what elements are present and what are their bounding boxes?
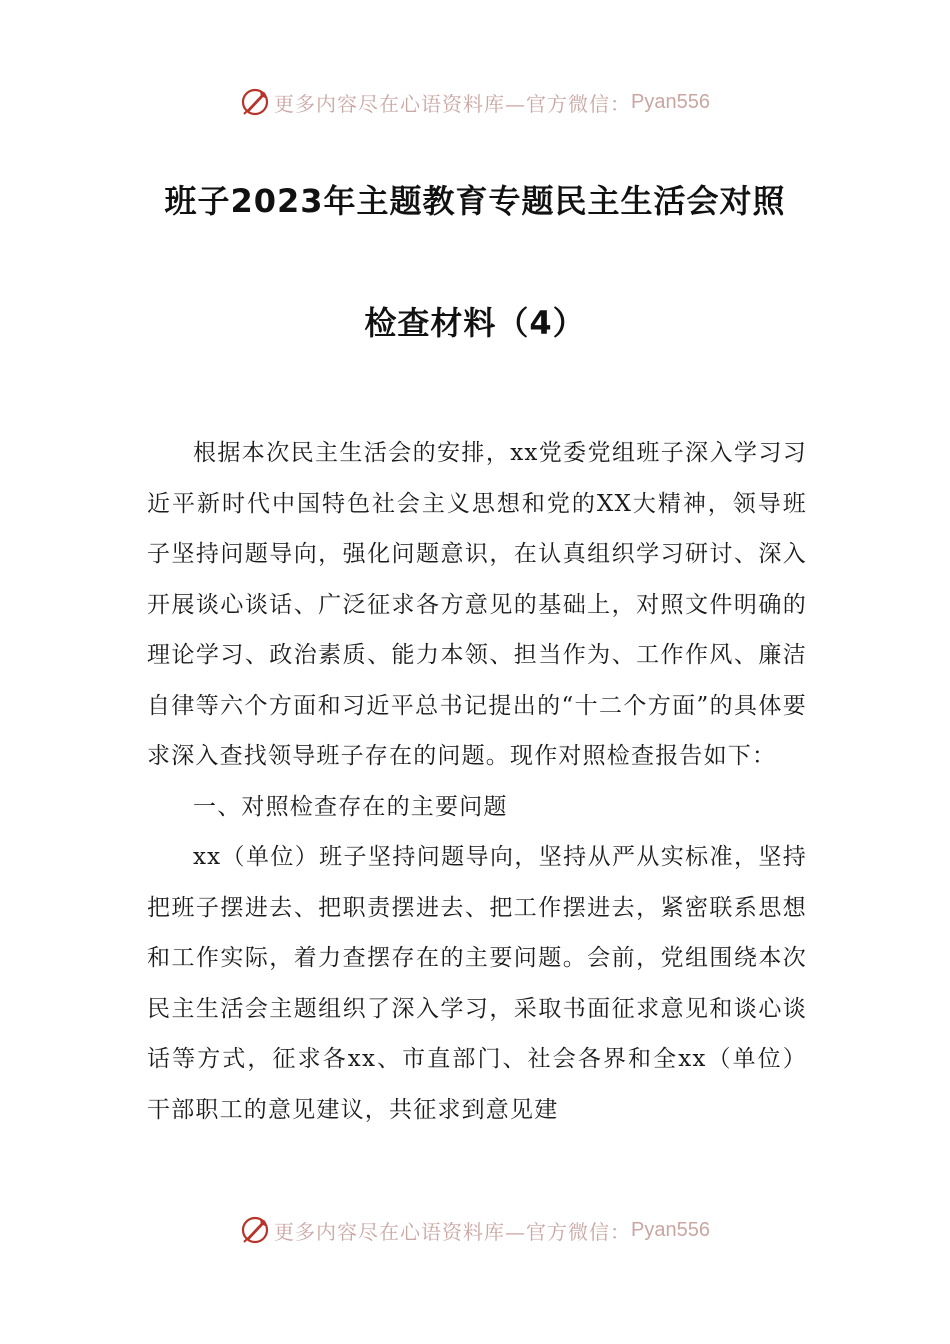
- document-title-line-1: 班子2023年主题教育专题民主生活会对照: [164, 182, 786, 220]
- watermark-text: 更多内容尽在心语资料库—官方微信：: [274, 91, 632, 116]
- document-title-line-2: 检查材料（4）: [364, 304, 586, 342]
- watermark-handle: Pyan556: [631, 90, 710, 113]
- body-paragraph-2: xx（单位）班子坚持问题导向，坚持从严从实标准，坚持把班子摆进去、把职责摆进去、把工作摆进去，紧密联系思想和工作实际，着力查摆存在的主要问题。会前，党组围绕本次民主生活会主题组织了深入学习，采取书面征求意见和谈心谈话等方式，征求各xx、市直部门、社会各界和全xx（单位）干部职工的意见建议，共征求到意见建: [147, 844, 807, 1123]
- document-body: [147, 428, 807, 1135]
- quill-pen-circle-icon: [240, 1215, 270, 1245]
- watermark-handle: Pyan556: [631, 1218, 710, 1241]
- body-paragraph-intro: 根据本次民主生活会的安排，xx党委党组班子深入学习习近平新时代中国特色社会主义思想和党的XX大精神，领导班子坚持问题导向，强化问题意识，在认真组织学习研讨、深入开展谈心谈话、广泛征求各方意见的基础上，对照文件明确的理论学习、政治素质、能力本领、担当作为、工作作风、廉洁自律等六个方面和习近平总书记提出的“十二个方面”的具体要求深入查找领导班子存在的问题。现作对照检查报告如下：: [147, 440, 807, 769]
- watermark-text: 更多内容尽在心语资料库—官方微信：: [274, 1219, 632, 1244]
- section-heading-1: 一、对照检查存在的主要问题: [193, 793, 508, 820]
- quill-pen-circle-icon: [240, 87, 270, 117]
- watermark-banner-top: [0, 80, 950, 124]
- watermark-banner-bottom: [0, 1208, 950, 1252]
